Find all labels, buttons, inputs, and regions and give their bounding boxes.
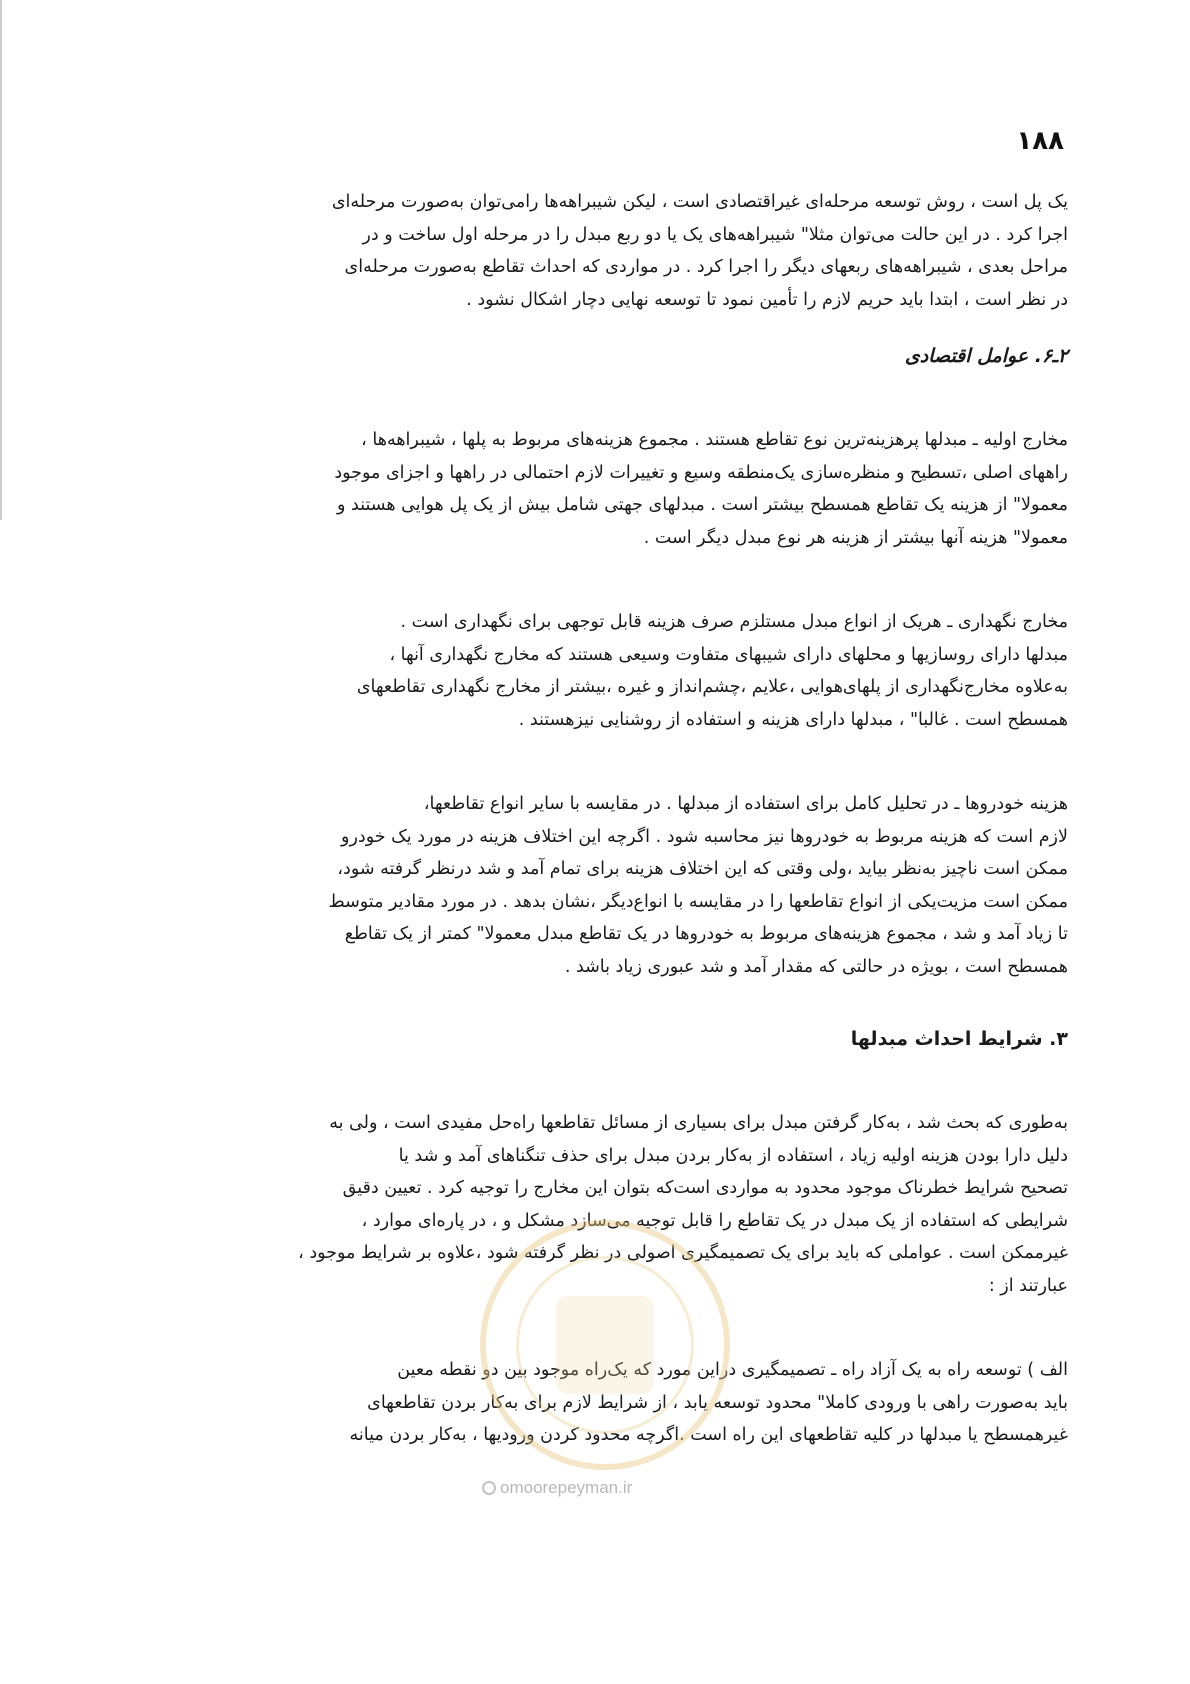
page-edge-shadow bbox=[0, 0, 12, 520]
text-line: مخارج اولیه ـ مبدلها پرهزینه‌ترین نوع تقاطع هستند . مجموع هزینه‌های مربوط به پلها ، شیبراهه‌ها ، bbox=[361, 430, 1068, 450]
at-icon bbox=[482, 1481, 496, 1495]
text-line: ممکن است مزیت‌یکی از انواع تقاطعها را در مقایسه با انواع‌دیگر ،نشان بدهد . در مورد مقادیر متوسط bbox=[328, 891, 1068, 912]
text-line: لازم است که هزینه مربوط به خودروها نیز محاسبه شود . اگرچه این اختلاف هزینه در مورد یک خودرو bbox=[341, 826, 1068, 847]
text-line: غیرهمسطح یا مبدلها در کلیه تقاطعهای این راه است .اگرچه محدود کردن ورودیها ، به‌کار بردن میانه bbox=[349, 1425, 1068, 1445]
paragraph bbox=[118, 788, 1068, 983]
paragraph bbox=[118, 424, 1068, 554]
paragraph bbox=[118, 1354, 1068, 1452]
section-gap bbox=[118, 1302, 1068, 1354]
text-line: شرایطی که استفاده از یک مبدل در یک تقاطع را قابل توجیه می‌سازد مشکل و ، در پاره‌ای موارد ، bbox=[361, 1210, 1068, 1231]
text-line: معمولا" هزینه آنها بیشتر از هزینه هر نوع مبدل دیگر است . bbox=[643, 527, 1068, 548]
text-line: مخارج نگهداری ـ هریک از انواع مبدل مستلزم صرف هزینه قابل توجهی برای نگهداری است . bbox=[400, 612, 1068, 632]
text-line: عبارتند از : bbox=[988, 1275, 1068, 1296]
section-gap bbox=[118, 372, 1068, 424]
text-line: مراحل بعدی ، شیبراهه‌های ربعهای دیگر را اجرا کرد . در مواردی که احداث تقاطع به‌صورت مرحله‌ای bbox=[344, 257, 1068, 277]
text-line: در نظر است ، ابتدا باید حریم لازم را تأمین نمود تا توسعه نهایی دچار اشکال نشود . bbox=[466, 289, 1068, 310]
watermark-text: omoorepeyman.ir bbox=[500, 1478, 633, 1497]
text-line: غیرممکن است . عواملی که باید برای یک تصمیمگیری اصولی در نظر گرفته شود ،علاوه بر شرایط موجود ، bbox=[298, 1243, 1068, 1263]
text-line: ممکن است ناچیز به‌نظر بیاید ،ولی وقتی که این اختلاف هزینه برای تمام آمد و شد درنظر گرفته شود، bbox=[337, 859, 1068, 879]
text-line: تصحیح شرایط خطرناک موجود محدود به مواردی است‌که بتوان این مخارج را توجیه کرد . تعیین دقیق bbox=[342, 1178, 1068, 1198]
paragraph bbox=[118, 186, 1068, 316]
page-number: ۱۸۸ bbox=[1016, 126, 1064, 156]
paragraph bbox=[118, 1107, 1068, 1302]
section-gap bbox=[118, 1055, 1068, 1107]
section-gap bbox=[118, 983, 1068, 1023]
section-heading: ۳. شرایط احداث مبدلها bbox=[850, 1028, 1068, 1050]
text-line: الف ) توسعه راه به یک آزاد راه ـ تصمیمگیری دراین مورد که یک‌راه موجود بین دو نقطه معین bbox=[397, 1360, 1068, 1380]
text-line: معمولا" از هزینه یک تقاطع همسطح بیشتر است . مبدلهای جهتی شامل بیش از یک پل هوایی هستند و bbox=[337, 495, 1068, 515]
text-line: به‌طوری که بحث شد ، به‌کار گرفتن مبدل برای بسیاری از مسائل تقاطعها راه‌حل مفیدی است ، ولی به bbox=[329, 1113, 1068, 1133]
text-line: مبدلها دارای روسازیها و محلهای دارای شیبهای متفاوت وسیعی هستند که مخارج نگهداری آنها ، bbox=[389, 644, 1068, 665]
text-line: تا زیاد آمد و شد ، مجموع هزینه‌های مربوط به خودروها در یک تقاطع مبدل معمولا" کمتر از یک تقاطع bbox=[344, 924, 1068, 944]
text-line: راههای اصلی ،تسطیح و منظره‌سازی یک‌منطقه وسیع و تغییرات لازم احتمالی در راهها و اجزای موجود bbox=[334, 462, 1068, 483]
page-body bbox=[118, 186, 1068, 1452]
section-gap bbox=[118, 554, 1068, 606]
text-line: همسطح است ، بویژه در حالتی که مقدار آمد و شد عبوری زیاد باشد . bbox=[564, 956, 1068, 977]
paragraph bbox=[118, 606, 1068, 736]
watermark bbox=[482, 1478, 632, 1498]
text-line: دلیل دارا بودن هزینه اولیه زیاد ، استفاده از به‌کار بردن مبدل برای حذف تنگناهای آمد و شد یا bbox=[398, 1145, 1068, 1166]
section-heading: ۲ـ۶. عوامل اقتصادی bbox=[904, 345, 1068, 367]
text-line: اجرا کرد . در این حالت می‌توان مثلا" شیبراهه‌های یک یا دو ربع مبدل را در مرحله اول ساخت و در bbox=[362, 224, 1068, 245]
text-line: همسطح است . غالبا" ، مبدلها دارای هزینه و استفاده از روشنایی نیزهستند . bbox=[518, 709, 1068, 730]
text-line: باید به‌صورت راهی با ورودی کاملا" محدود توسعه یابد ، از شرایط لازم برای به‌کار بردن تقاطعهای bbox=[367, 1392, 1068, 1413]
section-gap bbox=[118, 316, 1068, 340]
text-line: یک پل است ، روش توسعه مرحله‌ای غیراقتصادی است ، لیکن شیبراهه‌ها رامی‌توان به‌صورت مرحله‌ای bbox=[331, 192, 1068, 212]
text-line: به‌علاوه مخارج‌نگهداری از پلهای‌هوایی ،علایم ،چشم‌انداز و غیره ،بیشتر از مخارج نگهداری تقاطعهای bbox=[356, 677, 1068, 697]
section-gap bbox=[118, 736, 1068, 788]
text-line: هزینه خودروها ـ در تحلیل کامل برای استفاده از مبدلها . در مقایسه با سایر انواع تقاطعها، bbox=[423, 794, 1068, 814]
